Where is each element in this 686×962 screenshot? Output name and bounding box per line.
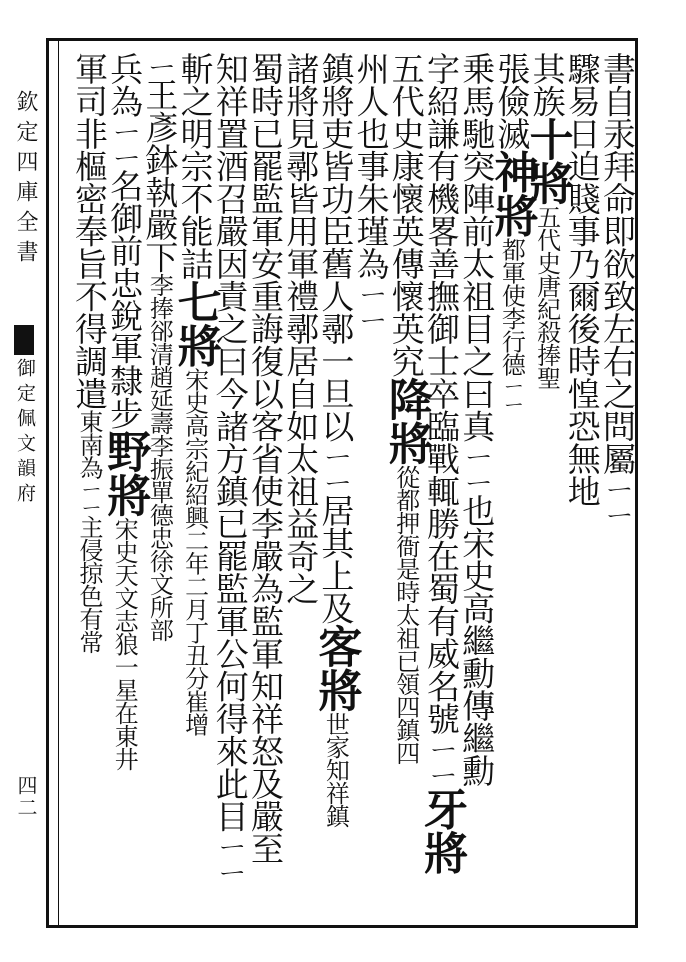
column-text: 諸將見鄩皆用軍禮鄩居自如太祖益奇之 [281,52,321,605]
text-column [352,52,390,922]
text-column [416,52,467,922]
book-title: 欽定四庫全書 [13,90,38,270]
page-margin [0,40,46,925]
column-text: 字紹謙有機畧善撫御士卒臨戰輒勝在蜀有威名號ㄧㄧ [422,52,461,787]
column-text: 軍司非樞密奉旨不得調遣 [70,52,109,410]
entry-heading: 七將 [169,279,221,368]
text-column [598,52,636,922]
column-text: 五代史康懷英傳懷英究 [386,52,426,377]
text-column [246,52,284,922]
text-column [99,52,151,922]
entry-heading: 十將 [521,117,573,205]
column-text: 知祥置酒召嚴因責之曰今諸方鎮已罷監軍公何得來此目ㄧㄧ [210,52,250,884]
column-text: ㄧ王彥鉢執嚴下 [140,52,180,273]
annotation-text: 宋史高宗紀紹興二年二月丁丑分崔增 [180,367,209,736]
entry-heading: 降將 [380,377,432,465]
frame-left-rule [46,38,49,928]
annotation-text: 東南為ㄧㄧ主侵掠色有常 [75,409,103,653]
column-text: 斬之明宗不能詰 [175,52,215,280]
text-column [70,52,108,922]
entry-heading: 牙將 [416,786,467,875]
column-text: 張儉滅 [492,52,532,150]
text-column [380,52,432,922]
column-text: 書自汞拜命即欲致左右之問屬ㄧㄧ [598,52,637,527]
column-text: 其族 [527,52,567,117]
annotation-text: 五代史唐紀殺捧聖 [532,205,561,389]
annotation-text: 李捧郤清趙延壽李振單德忠徐文所部 [145,272,174,641]
entry-heading: 神將 [486,149,538,238]
column-text: 乗馬馳突陣前太祖目之曰真ㄧㄧ也宋史高繼勳傳繼勳 [457,52,497,787]
column-text: 蜀時已罷監軍安重誨復以客省使李嚴為監軍知祥怒及嚴至 [246,52,285,865]
text-column [169,52,221,922]
text-column [281,52,319,922]
entry-heading: 客將 [310,623,362,712]
annotation-text: 宋史天文志狼一星在東井 [110,516,139,770]
page-number: 四二 [14,775,38,819]
annotation-text: 世家知祥鎮 [321,711,350,827]
fish-tail-mark-icon [14,325,34,355]
annotation-text: 都軍使李行德ㄧㄧ [497,237,526,412]
text-column [310,52,362,922]
column-text: 鎮將吏皆功臣舊人鄩一旦以ㄧㄧ居其上及 [316,52,356,624]
text-column [211,52,249,922]
column-text: 驟易日迫賤事乃爾後時惶恐無地 [562,52,602,507]
volume-title: 御定佩文韻府 [14,358,36,508]
column-text: 州人也事朱瑾為ㄧㄧ [351,52,391,332]
column-text: 兵為ㄧㄧ名御前忠銳軍隸步 [105,52,145,429]
frame-inner-rule [58,38,59,928]
annotation-text: 從都押衙是時太祖已領四鎮四 [391,465,420,764]
entry-heading: 野將 [99,428,151,517]
text-column [486,52,538,922]
